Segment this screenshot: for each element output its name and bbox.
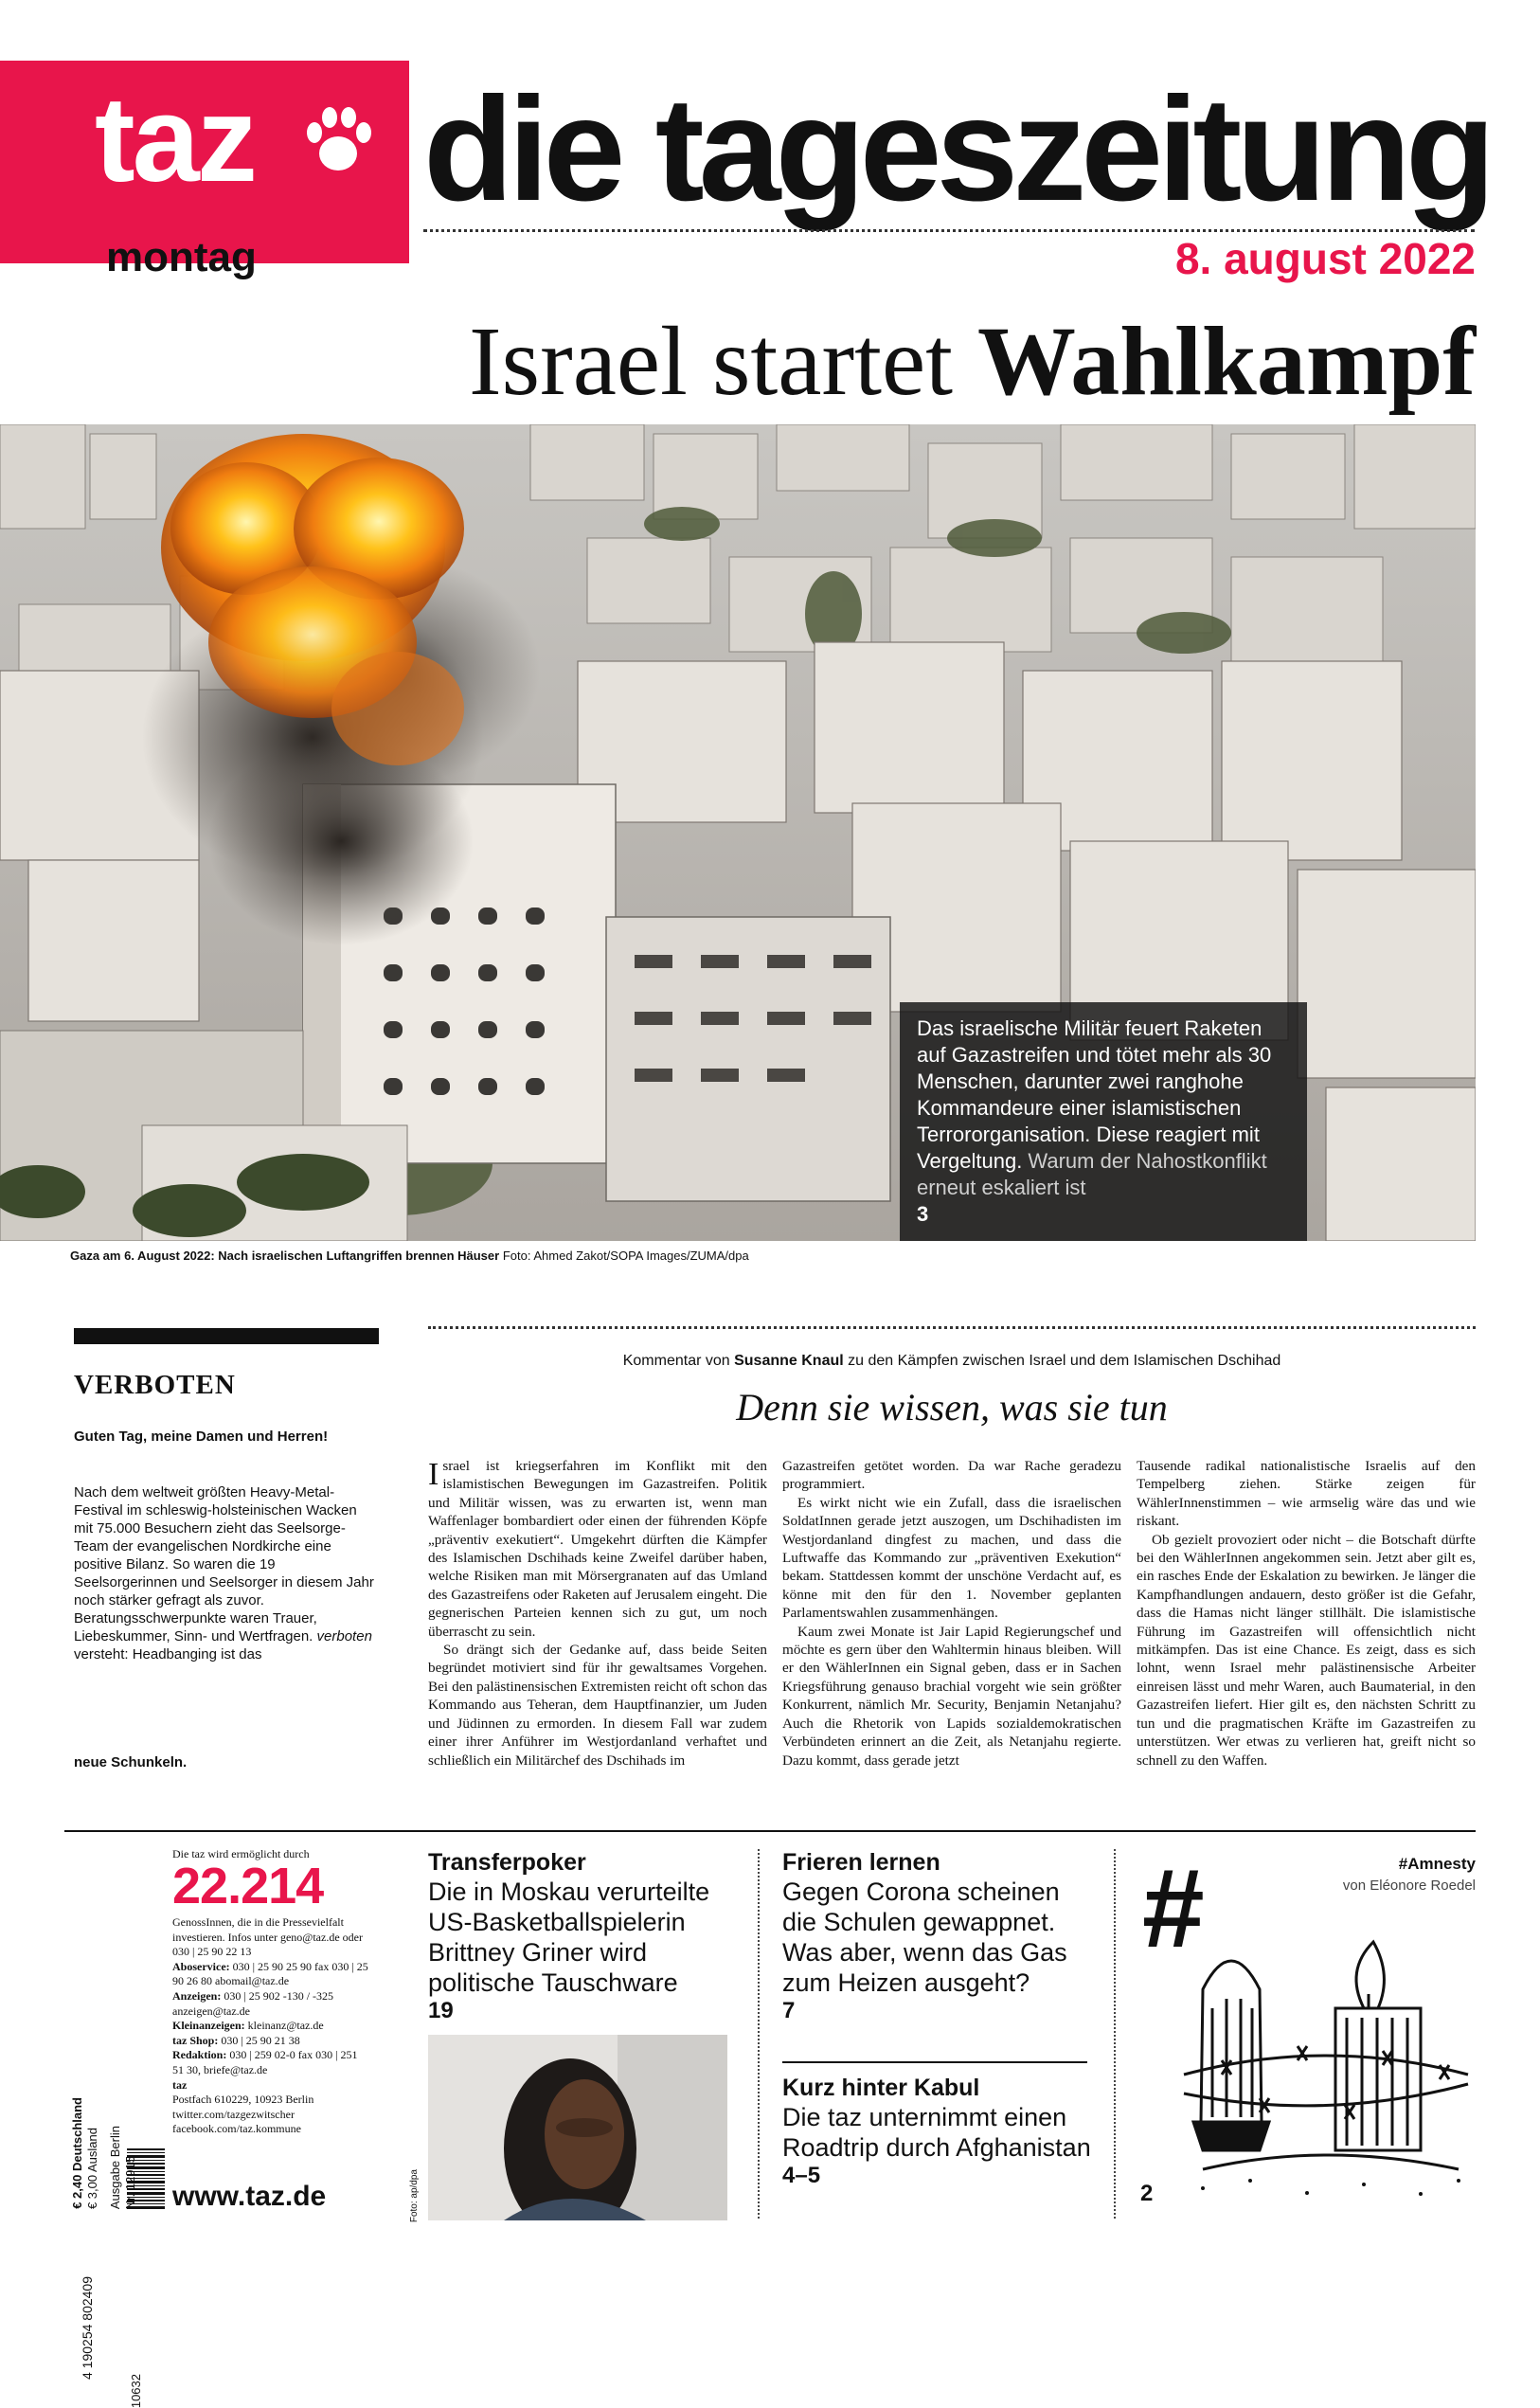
anzeigen-label: Anzeigen: bbox=[172, 1988, 222, 2003]
commentary-intro-pre: Kommentar von bbox=[622, 1353, 735, 1369]
redaktion-label: Redaktion: bbox=[172, 2048, 227, 2062]
issue-code: 10632 bbox=[129, 2373, 143, 2408]
kleinanzeigen-contact: kleinanz@taz.de bbox=[247, 2019, 324, 2033]
price-germany: € 2,40 Deutschland bbox=[70, 2097, 84, 2209]
genossen-label: Die taz wird ermöglicht durch bbox=[172, 1847, 310, 1860]
genossen-count: 22.214 bbox=[172, 1858, 324, 1914]
photo-overlay-caption[interactable] bbox=[900, 1002, 1307, 1241]
postal-address: Postfach 610229, 10923 Berlin twitter.com/tazgezwitscher facebook.com/taz.kommune bbox=[172, 2093, 314, 2136]
paragraph: Gazastreifen getötet worden. Da war Rache geradezu programmiert. bbox=[782, 1458, 1121, 1493]
illustration-author: von Eléonore Roedel bbox=[1342, 1878, 1476, 1894]
headline-bold: Wahlkampf bbox=[977, 307, 1476, 416]
commentary-column-2 bbox=[782, 1457, 1121, 1770]
amnesty-page: 2 bbox=[1140, 2181, 1154, 2206]
aboservice-label: Aboservice: bbox=[172, 1959, 230, 1973]
weekday: montag bbox=[106, 234, 257, 280]
overlay-page-ref: 3 bbox=[917, 1202, 929, 1226]
redaktion-contact: 030 | 259 02-0 fax 030 | 251 51 30, briefe@taz.de bbox=[172, 2048, 358, 2076]
verboten-title: VERBOTEN bbox=[74, 1370, 236, 1400]
website-link[interactable]: www.taz.de bbox=[172, 2181, 327, 2212]
teaser-transferpoker[interactable] bbox=[428, 1849, 741, 2024]
teaser-page: 7 bbox=[782, 1997, 796, 2023]
genossen-info: GenossInnen, die in die Pressevielfalt investieren. Infos unter geno@taz.de oder 030 | 25 90 22 13 bbox=[172, 1915, 363, 1959]
contact-info bbox=[172, 1915, 371, 2137]
hash-icon: # bbox=[1142, 1846, 1205, 1971]
verboten-body-text: Nach dem weltweit größten Heavy-Metal-Festival im schleswig-holsteinischen Wacken mit 75.000 Besuchern zieht das Seelsorge-Team der evangelischen Nordkirche eine positive Bilanz. So waren die 19 Seelsorgerinnen und Seelsorger in diesem Jahr noch stärker gefragt als zuvor. Beratungsschwerpunkte waren Trauer, Liebeskummer, Sinn- und Wertfragen. bbox=[74, 1484, 374, 1644]
edition-label: Ausgabe Berlin bbox=[108, 2125, 122, 2209]
commentary-intro bbox=[428, 1353, 1476, 1370]
column-separator bbox=[1114, 1849, 1116, 2219]
verboten-closing: neue Schunkeln. bbox=[74, 1754, 188, 1770]
newspaper-name: die tageszeitung bbox=[423, 67, 1491, 232]
paragraph: Israel ist kriegserfahren im Konflikt mit den islamistischen Bewegungen im Gazastreifen. Politik und Militär wissen, was zu erwarten ist, wenn man Waffenlager bombardiert oder einen der führenden Köpfe „präventiv exekutiert“. Umgekehrt dürften die Kämpfer des Islamischen Dschihads keine Zweifel darüber haben, welche Risiken man mit Mörsergranaten auf das Umland des Gazastreifens oder Raketen auf Jerusalem eingeht. Die gegnerischen Parteien kennen sich zu gut, um noch überrascht zu sein. bbox=[428, 1457, 767, 1640]
aboservice-contact: 030 | 25 90 25 90 fax 030 | 25 90 26 80 abomail@taz.de bbox=[172, 1959, 368, 1988]
overlay-caption-text: Das israelische Militär feuert Raketen auf Gazastreifen und tötet mehr als 30 Menschen, darunter zwei ranghohe Kommandeure einer islamistischen Terrororganisation. Diese reagiert mit Vergeltung. bbox=[917, 1016, 1272, 1173]
headline-light: Israel startet bbox=[468, 307, 978, 416]
verboten-body bbox=[74, 1483, 379, 1663]
teaser-divider bbox=[782, 2061, 1087, 2063]
teaser-text: Die taz unternimmt einen Roadtrip durch Afghanistan bbox=[782, 2102, 1091, 2162]
verboten-italic: verboten bbox=[316, 1628, 372, 1644]
verboten-greeting: Guten Tag, meine Damen und Herren! bbox=[74, 1429, 329, 1445]
photo-credit: Foto: Ahmed Zakot/SOPA Images/ZUMA/dpa bbox=[502, 1249, 749, 1263]
paw-icon bbox=[301, 104, 375, 180]
paragraph: So drängt sich der Gedanke auf, dass beide Seiten begründet motiviert sind für ihr gewaltsames Vorgehen. Bei den palästinensischen Extremisten reicht oft schon das Kommando aus Teheran, dem Hauptfinanzier, um Juden und Jüdinnen zu ermorden. In diesem Fall war zudem einer ihrer Anführer im Westjordanland verhaftet und schließlich ein Militärchef des Dschihads im bbox=[428, 1642, 767, 1769]
commentary-author: Susanne Knaul bbox=[734, 1353, 844, 1369]
verboten-bar bbox=[74, 1328, 379, 1344]
overlay-caption-teaser: Warum der Nahostkonflikt erneut eskaliert ist bbox=[917, 1149, 1267, 1199]
teaser-page: 4–5 bbox=[782, 2162, 821, 2188]
teaser-text: Die in Moskau verurteilte US-Basketballspielerin Brittney Griner wird politische Tauschware bbox=[428, 1877, 710, 1997]
photo-caption-text: Gaza am 6. August 2022: Nach israelischen Luftangriffen brennen Häuser bbox=[70, 1249, 500, 1263]
edition-side-info bbox=[70, 1849, 143, 2408]
barcode-number: 4 190254 802409 bbox=[80, 2276, 95, 2380]
teaser-frieren-lernen[interactable] bbox=[782, 1849, 1095, 2024]
commentary-column-1 bbox=[428, 1457, 767, 1770]
main-headline[interactable] bbox=[468, 307, 1476, 416]
commentary-intro-post: zu den Kämpfen zwischen Israel und dem Islamischen Dschihad bbox=[843, 1353, 1281, 1369]
paragraph: Es wirkt nicht wie ein Zufall, dass die israelischen SoldatInnen gerade jetzt auszogen, um Dschihadisten im Westjordanland dingfest zu machen, und dass die Luftwaffe das Kommando zur „präventiven Exekution“ bekam. Stattdessen kommt der unschöne Verdacht auf, es könne mit den für den 1. November geplanten Parlamentswahlen zusammenhängen. bbox=[782, 1494, 1121, 1622]
paragraph: Tausende radikal nationalistische Israelis auf den Tempelberg ziehen. Stärke zeigen für WählerInnenstimmen – wie armselig wäre das und wie riskant. bbox=[1137, 1458, 1476, 1530]
teaser-kurz-hinter-kabul[interactable] bbox=[782, 2075, 1095, 2189]
kleinanzeigen-label: Kleinanzeigen: bbox=[172, 2019, 245, 2033]
teaser-text: Gegen Corona scheinen die Schulen gewappnet. Was aber, wenn das Gas zum Heizen ausgeht? bbox=[782, 1877, 1067, 1997]
address-label: taz bbox=[172, 2077, 188, 2092]
teaser-headline: Kurz hinter Kabul bbox=[782, 2075, 980, 2101]
photo-credit-small: Foto: ap/dpa bbox=[409, 2169, 420, 2223]
issue-number: 12915 bbox=[123, 2155, 137, 2190]
paragraph: Ob gezielt provoziert oder nicht – die Botschaft dürfte bei den WählerInnen angekommen sein. Jetzt aber gilt es, ein rasches Ende der Eskalation zu bewirken. Je länger die Kampfhandlungen andauern, desto größer ist die Gefahr, dass die Hamas nicht länger stillhält. Die islamistische Führung im Gazastreifen will offensichtlich nicht mitkämpfen. Das ist eine Chance. Es zeigt, dass es sich lohnt, wenn Israel mehr palästinensische Arbeiter einreisen lässt und mehr Waren, auch Baumaterial, in den Gazastreifen liefert. Hier gilt es, den nächsten Schritt zu tun und die pragmatischen Kräfte im Gazastreifen zu unterstützen. Wer etwas zu verlieren hat, greift nicht so schnell zu den Waffen. bbox=[1137, 1531, 1476, 1769]
price-abroad: € 3,00 Ausland bbox=[85, 2127, 99, 2209]
taz-logo: taz bbox=[95, 72, 255, 207]
portrait-image bbox=[428, 2035, 727, 2220]
anzeigen-contact: 030 | 25 902 -130 / -325 anzeigen@taz.de bbox=[172, 1988, 334, 2018]
shop-contact: 030 | 25 90 21 38 bbox=[221, 2033, 300, 2047]
teaser-headline: Transferpoker bbox=[428, 1849, 586, 1876]
paragraph: Kaum zwei Monate ist Jair Lapid Regierungschef und möchte es gern über den Wahltermin hinaus bleiben. Will er den WählerInnen ein Signal geben, dass er in Sachen Kriegsführung genauso brachial vorgeht wie sein größter Konkurrent, nämlich Mr. Security, Benjamin Netanjahu? Auch die Rhetorik von Lapids sozialdemokratischen Verbündeten erinnert an die Zeit, als Netanjahu regierte. Dazu kommt, dass gerade jetzt bbox=[782, 1623, 1121, 1769]
masthead-divider bbox=[423, 229, 1475, 232]
column-separator bbox=[758, 1849, 760, 2219]
candle-barbed-wire-illustration[interactable] bbox=[1174, 1932, 1477, 2205]
teaser-headline: Frieren lernen bbox=[782, 1849, 940, 1876]
shop-label: taz Shop: bbox=[172, 2033, 219, 2047]
issue-date: 8. august 2022 bbox=[1174, 234, 1476, 283]
griner-photo[interactable] bbox=[428, 2035, 727, 2220]
barcode-icon bbox=[127, 2148, 165, 2209]
commentary-title[interactable]: Denn sie wissen, was sie tun bbox=[736, 1386, 1168, 1429]
photo-caption bbox=[70, 1249, 749, 1263]
bottom-divider bbox=[64, 1830, 1476, 1832]
amnesty-hashtag[interactable]: #Amnesty bbox=[1398, 1855, 1476, 1873]
commentary-divider bbox=[428, 1326, 1476, 1329]
teaser-page: 19 bbox=[428, 1997, 454, 2023]
commentary-column-3 bbox=[1137, 1457, 1476, 1770]
verboten-body-end: versteht: Headbanging ist das bbox=[74, 1646, 262, 1662]
